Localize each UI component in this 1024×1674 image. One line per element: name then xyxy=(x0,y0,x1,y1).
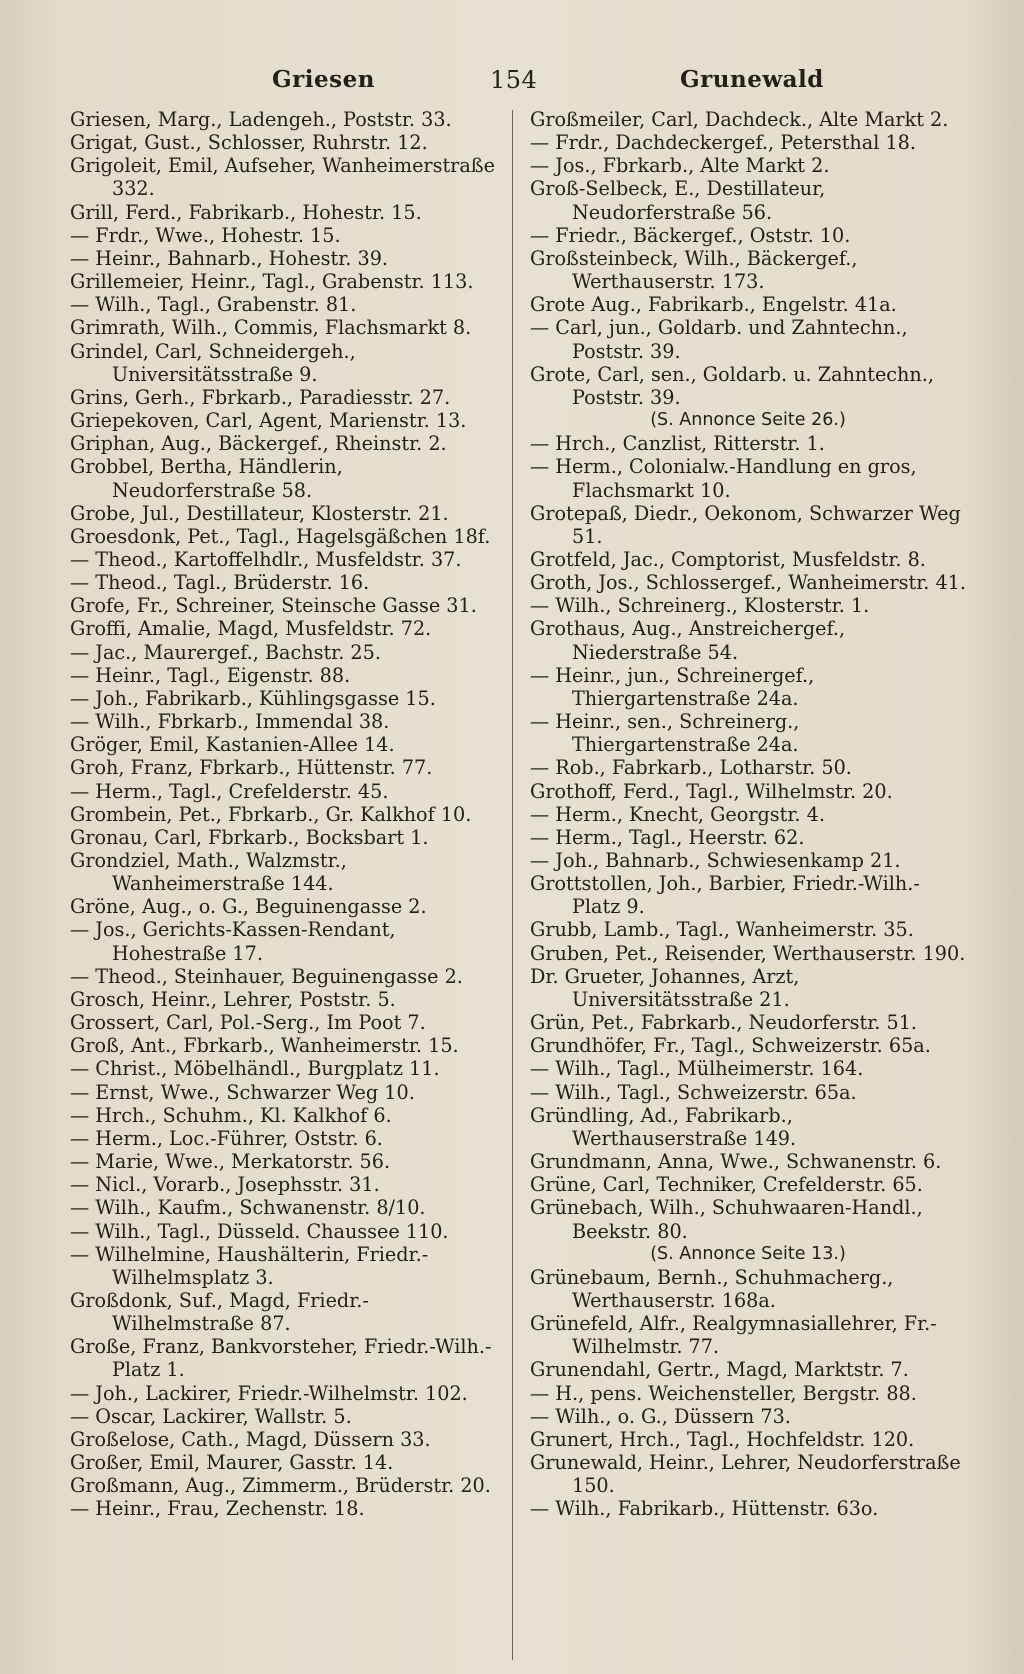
directory-entry: Griepekoven, Carl, Agent, Marienstr. 13. xyxy=(70,409,467,433)
directory-entry: Gröger, Emil, Kastanien-Allee 14. xyxy=(70,733,395,757)
directory-entry: — Nicl., Vorarb., Josephsstr. 31. xyxy=(70,1173,380,1197)
directory-entry: — Wilh., Tagl., Schweizerstr. 65a. xyxy=(530,1080,857,1104)
directory-entry: Grunendahl, Gertr., Magd, Marktstr. 7. xyxy=(530,1358,909,1382)
annonce-note: (S. Annonce Seite 26.) xyxy=(650,410,846,431)
directory-entry: — H., pens. Weichensteller, Bergstr. 88. xyxy=(530,1381,917,1405)
directory-entry: — Heinr., sen., Schreinerg., Thiergartenstraße 24a. xyxy=(530,710,800,757)
directory-entry: Grillemeier, Heinr., Tagl., Grabenstr. 113. xyxy=(70,270,474,294)
directory-entry: Groffi, Amalie, Magd, Musfeldstr. 72. xyxy=(70,617,432,641)
directory-entry: — Christ., Möbelhändl., Burgplatz 11. xyxy=(70,1057,440,1081)
directory-entry: Gründling, Ad., Fabrikarb., Werthauserstraße 149. xyxy=(530,1103,797,1150)
directory-entry: Grote, Carl, sen., Goldarb. u. Zahntechn., Poststr. 39. xyxy=(530,362,934,409)
directory-entry: Grofe, Fr., Schreiner, Steinsche Gasse 31. xyxy=(70,594,477,618)
directory-entry: — Herm., Loc.-Führer, Oststr. 6. xyxy=(70,1126,383,1150)
directory-entry: Dr. Grueter, Johannes, Arzt, Universitätsstraße 21. xyxy=(530,964,800,1011)
right-column xyxy=(530,108,966,1650)
directory-entry: — Hrch., Schuhm., Kl. Kalkhof 6. xyxy=(70,1103,392,1127)
directory-entry: Groth, Jos., Schlossergef., Wanheimerstr. 41. xyxy=(530,571,966,595)
directory-entry: — Wilh., o. G., Düssern 73. xyxy=(530,1404,791,1428)
directory-entry: Großdonk, Suf., Magd, Friedr.-Wilhelmstraße 87. xyxy=(70,1288,369,1336)
directory-entry: — Heinr., jun., Schreinergef., Thiergartenstraße 24a. xyxy=(530,663,815,710)
header-right-keyword: Grunewald xyxy=(680,66,824,93)
directory-entry: Grossert, Carl, Pol.-Serg., Im Poot 7. xyxy=(70,1011,426,1035)
directory-entry: Grunewald, Heinr., Lehrer, Neudorferstraße 150. xyxy=(530,1451,961,1498)
directory-entry: — Friedr., Bäckergef., Oststr. 10. xyxy=(530,223,851,247)
directory-entry: Grotfeld, Jac., Comptorist, Musfeldstr. 8. xyxy=(530,547,926,571)
directory-entry: — Wilh., Fabrikarb., Hüttenstr. 63o. xyxy=(530,1497,879,1521)
directory-entry: Grubb, Lamb., Tagl., Wanheimerstr. 35. xyxy=(530,918,914,942)
directory-entry: Grotepaß, Diedr., Oekonom, Schwarzer Weg 51. xyxy=(530,501,961,548)
directory-entry: — Ernst, Wwe., Schwarzer Weg 10. xyxy=(70,1080,415,1104)
directory-entry: — Wilhelmine, Haushälterin, Friedr.-Wilhelmsplatz 3. xyxy=(70,1242,429,1289)
directory-entry: Griesen, Marg., Ladengeh., Poststr. 33. xyxy=(70,108,452,131)
directory-entry: Grothaus, Aug., Anstreichergef., Niederstraße 54. xyxy=(530,617,846,664)
directory-entry: Gröne, Aug., o. G., Beguinengasse 2. xyxy=(70,895,427,919)
directory-entry: Grindel, Carl, Schneidergeh., Universitätsstraße 9. xyxy=(70,339,356,386)
directory-entry: Großer, Emil, Maurer, Gasstr. 14. xyxy=(70,1451,394,1475)
directory-entry: Grottstollen, Joh., Barbier, Friedr.-Wilh.-Platz 9. xyxy=(530,872,920,919)
directory-entry: Grill, Ferd., Fabrikarb., Hohestr. 15. xyxy=(70,200,422,224)
directory-entry: Großsteinbeck, Wilh., Bäckergef., Werthauserstr. 173. xyxy=(530,246,858,294)
directory-entry: — Carl, jun., Goldarb. und Zahntechn., Poststr. 39. xyxy=(530,316,908,363)
page-number: 154 xyxy=(490,66,538,94)
directory-entry: — Marie, Wwe., Merkatorstr. 56. xyxy=(70,1150,391,1174)
directory-entry: — Theod., Kartoffelhdlr., Musfeldstr. 37. xyxy=(70,547,462,571)
directory-entry: — Wilh., Tagl., Grabenstr. 81. xyxy=(70,293,357,317)
directory-entry: — Wilh., Tagl., Düsseld. Chaussee 110. xyxy=(70,1219,449,1243)
directory-entry: Grünebaum, Bernh., Schuhmacherg., Werthauserstr. 168a. xyxy=(530,1265,894,1312)
directory-entry: — Herm., Colonialw.-Handlung en gros, Flachsmarkt 10. xyxy=(530,455,917,502)
directory-entry: Große, Franz, Bankvorsteher, Friedr.-Wilh.-Platz 1. xyxy=(70,1335,492,1382)
annonce-note: (S. Annonce Seite 13.) xyxy=(650,1243,846,1264)
directory-entry: — Jac., Maurergef., Bachstr. 25. xyxy=(70,640,381,664)
directory-entry: — Frdr., Dachdeckergef., Petersthal 18. xyxy=(530,131,916,155)
directory-entry: — Joh., Fabrikarb., Kühlingsgasse 15. xyxy=(70,686,436,710)
directory-entry: Grundhöfer, Fr., Tagl., Schweizerstr. 65a. xyxy=(530,1034,931,1058)
directory-entry: Grigoleit, Emil, Aufseher, Wanheimerstraße 332. xyxy=(70,154,495,201)
directory-entry: — Wilh., Schreinerg., Klosterstr. 1. xyxy=(530,594,870,618)
directory-entry: — Rob., Fabrkarb., Lotharstr. 50. xyxy=(530,756,852,780)
header-left-keyword: Griesen xyxy=(272,66,375,93)
directory-entry: Grosch, Heinr., Lehrer, Poststr. 5. xyxy=(70,987,396,1011)
directory-entry: Grigat, Gust., Schlosser, Ruhrstr. 12. xyxy=(70,131,428,155)
directory-entry: — Heinr., Tagl., Eigenstr. 88. xyxy=(70,663,351,687)
directory-entry: — Jos., Gerichts-Kassen-Rendant, Hohestraße 17. xyxy=(70,918,396,965)
directory-entry: Grüne, Carl, Techniker, Crefelderstr. 65. xyxy=(530,1173,923,1197)
column-divider xyxy=(512,110,513,1660)
directory-entry: Griphan, Aug., Bäckergef., Rheinstr. 2. xyxy=(70,432,447,456)
directory-entry: — Hrch., Canzlist, Ritterstr. 1. xyxy=(530,432,825,456)
directory-entry: Grün, Pet., Fabrkarb., Neudorferstr. 51. xyxy=(530,1011,918,1035)
directory-entry: — Herm., Tagl., Crefelderstr. 45. xyxy=(70,779,389,803)
directory-entry: Grombein, Pet., Fbrkarb., Gr. Kalkhof 10. xyxy=(70,802,472,826)
directory-entry: Grobbel, Bertha, Händlerin, Neudorferstraße 58. xyxy=(70,455,343,502)
directory-entry: — Herm., Tagl., Heerstr. 62. xyxy=(530,825,805,849)
directory-entry: Groesdonk, Pet., Tagl., Hagelsgäßchen 18f. xyxy=(70,524,491,548)
directory-entry: Groß-Selbeck, E., Destillateur, Neudorferstraße 56. xyxy=(530,177,826,224)
directory-entry: Großelose, Cath., Magd, Düssern 33. xyxy=(70,1427,431,1451)
directory-entry: Großmann, Aug., Zimmerm., Brüderstr. 20. xyxy=(70,1474,491,1498)
directory-entry: Groß, Ant., Fbrkarb., Wanheimerstr. 15. xyxy=(70,1034,459,1058)
directory-entry: Grondziel, Math., Walzmstr., Wanheimerstraße 144. xyxy=(70,849,347,896)
directory-entry: Gruben, Pet., Reisender, Werthauserstr. 190. xyxy=(530,941,966,965)
directory-entry: — Heinr., Frau, Zechenstr. 18. xyxy=(70,1497,365,1521)
directory-entry: Grins, Gerh., Fbrkarb., Paradiesstr. 27. xyxy=(70,385,451,409)
directory-entry: Grothoff, Ferd., Tagl., Wilhelmstr. 20. xyxy=(530,779,893,803)
directory-entry: Gronau, Carl, Fbrkarb., Bocksbart 1. xyxy=(70,825,429,849)
directory-entry: Grunert, Hrch., Tagl., Hochfeldstr. 120. xyxy=(530,1427,915,1451)
directory-entry: — Oscar, Lackirer, Wallstr. 5. xyxy=(70,1404,352,1428)
directory-entry: Grobe, Jul., Destillateur, Klosterstr. 21. xyxy=(70,501,449,525)
directory-entry: Großmeiler, Carl, Dachdeck., Alte Markt 2. xyxy=(530,108,949,131)
directory-entry: Grimrath, Wilh., Commis, Flachsmarkt 8. xyxy=(70,316,472,340)
directory-entry: — Theod., Steinhauer, Beguinengasse 2. xyxy=(70,964,463,988)
directory-entry: — Jos., Fbrkarb., Alte Markt 2. xyxy=(530,154,830,178)
left-column xyxy=(70,108,500,1650)
directory-entry: — Herm., Knecht, Georgstr. 4. xyxy=(530,802,825,826)
directory-entry: Grundmann, Anna, Wwe., Schwanenstr. 6. xyxy=(530,1150,942,1174)
directory-entry: — Wilh., Kaufm., Schwanenstr. 8/10. xyxy=(70,1196,426,1220)
directory-entry: — Heinr., Bahnarb., Hohestr. 39. xyxy=(70,246,389,270)
directory-entry: — Frdr., Wwe., Hohestr. 15. xyxy=(70,223,341,247)
directory-entry: — Joh., Lackirer, Friedr.-Wilhelmstr. 102. xyxy=(70,1381,468,1405)
directory-entry: — Wilh., Fbrkarb., Immendal 38. xyxy=(70,710,390,734)
directory-entry: — Theod., Tagl., Brüderstr. 16. xyxy=(70,571,370,595)
directory-entry: Grote Aug., Fabrikarb., Engelstr. 41a. xyxy=(530,293,897,317)
directory-entry: — Wilh., Tagl., Mülheimerstr. 164. xyxy=(530,1057,864,1081)
page-header xyxy=(0,62,1024,102)
directory-entry: Grünebach, Wilh., Schuhwaaren-Handl., Beekstr. 80. xyxy=(530,1196,923,1243)
directory-entry: Groh, Franz, Fbrkarb., Hüttenstr. 77. xyxy=(70,756,433,780)
directory-entry: Grünefeld, Alfr., Realgymnasiallehrer, Fr.-Wilhelmstr. 77. xyxy=(530,1312,937,1359)
directory-entry: — Joh., Bahnarb., Schwiesenkamp 21. xyxy=(530,849,901,872)
